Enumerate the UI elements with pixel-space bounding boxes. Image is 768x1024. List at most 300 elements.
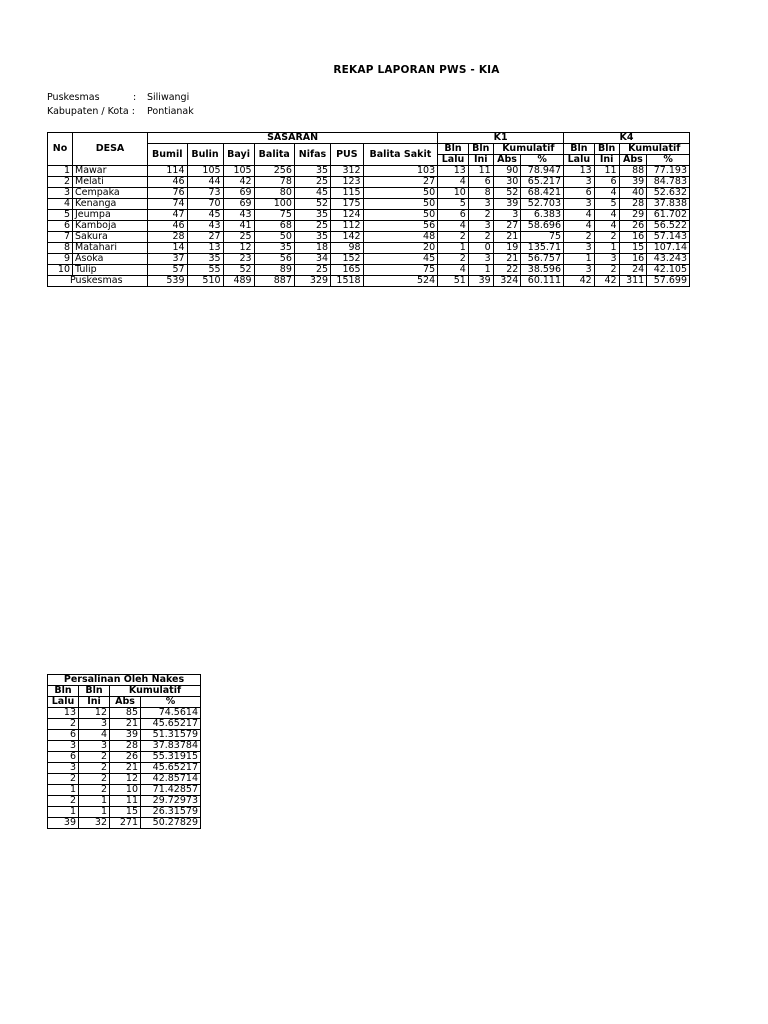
total-cell: 60.111 — [521, 276, 564, 287]
table-cell: 89 — [254, 265, 294, 276]
table-cell: 27 — [493, 221, 521, 232]
table-cell: 10 — [438, 188, 469, 199]
pws-kia-table-body — [48, 166, 690, 287]
table-row — [48, 730, 201, 741]
table-cell: 4 — [79, 730, 110, 741]
table-cell: 1 — [438, 243, 469, 254]
table-cell: 165 — [331, 265, 364, 276]
table-cell: 52 — [223, 265, 254, 276]
table-cell: 23 — [223, 254, 254, 265]
table-cell: 50.27829 — [141, 818, 201, 829]
table-cell: 1 — [48, 166, 73, 177]
table-cell: 4 — [438, 177, 469, 188]
table-cell: 35 — [294, 166, 330, 177]
table-cell: 2 — [48, 719, 79, 730]
table-cell: 50 — [363, 188, 438, 199]
table-cell: 18 — [294, 243, 330, 254]
table-cell: 2 — [48, 774, 79, 785]
table-cell: 57.143 — [647, 232, 690, 243]
total-cell: 39 — [468, 276, 493, 287]
table-cell: 3 — [468, 199, 493, 210]
table-cell: 26 — [619, 221, 647, 232]
table-cell: 29 — [619, 210, 647, 221]
col-balita: Balita — [254, 144, 294, 166]
table-cell: 4 — [594, 221, 619, 232]
table-cell: 20 — [363, 243, 438, 254]
table-cell: 51.31579 — [141, 730, 201, 741]
table-cell: 19 — [493, 243, 521, 254]
table-cell: 16 — [619, 254, 647, 265]
table-cell: Matahari — [73, 243, 148, 254]
table-cell: 11 — [594, 166, 619, 177]
persalinan-title: Persalinan Oleh Nakes — [48, 675, 201, 686]
table-cell: 45 — [294, 188, 330, 199]
table-cell: 256 — [254, 166, 294, 177]
table-cell: 2 — [79, 763, 110, 774]
table-cell: 3 — [48, 763, 79, 774]
total-cell: 42 — [564, 276, 595, 287]
table-cell: 46 — [148, 177, 188, 188]
pws-kia-table-header — [48, 133, 690, 166]
table-cell: 1 — [594, 243, 619, 254]
total-cell: 524 — [363, 276, 438, 287]
table-row — [48, 752, 201, 763]
table-cell: 84.783 — [647, 177, 690, 188]
table-row — [48, 785, 201, 796]
table-cell: 98 — [331, 243, 364, 254]
table-cell: 4 — [438, 221, 469, 232]
table-row — [48, 796, 201, 807]
table-cell: 71.42857 — [141, 785, 201, 796]
table-cell: 1 — [79, 807, 110, 818]
persalinan-table-header — [48, 675, 201, 708]
table-cell: 3 — [564, 243, 595, 254]
table-cell: 312 — [331, 166, 364, 177]
pws-kia-table — [47, 132, 690, 287]
table-row — [48, 708, 201, 719]
k4-ini: Ini — [594, 155, 619, 166]
table-cell: 75 — [521, 232, 564, 243]
table-cell: 78.947 — [521, 166, 564, 177]
table-row — [48, 221, 690, 232]
table-cell: 7 — [48, 232, 73, 243]
k4-kumulatif: Kumulatif — [619, 144, 689, 155]
col-bulin: Bulin — [187, 144, 223, 166]
table-row — [48, 199, 690, 210]
table-cell: 3 — [48, 188, 73, 199]
table-row — [48, 774, 201, 785]
table-cell: 35 — [254, 243, 294, 254]
table-cell: 12 — [110, 774, 141, 785]
table-row — [48, 763, 201, 774]
table-cell: 28 — [619, 199, 647, 210]
total-cell: 57.699 — [647, 276, 690, 287]
table-cell: Sakura — [73, 232, 148, 243]
table-cell: 56.522 — [647, 221, 690, 232]
table-cell: 4 — [564, 210, 595, 221]
table-row — [48, 818, 201, 829]
table-cell: 3 — [48, 741, 79, 752]
table-cell: 9 — [48, 254, 73, 265]
table-cell: 12 — [79, 708, 110, 719]
group-k4: K4 — [564, 133, 690, 144]
table-cell: 26.31579 — [141, 807, 201, 818]
col-bumil: Bumil — [148, 144, 188, 166]
table-row — [48, 166, 690, 177]
total-cell: 1518 — [331, 276, 364, 287]
total-cell: 51 — [438, 276, 469, 287]
table-cell: Tulip — [73, 265, 148, 276]
table-cell: 6 — [48, 730, 79, 741]
table-cell: 123 — [331, 177, 364, 188]
total-cell: 539 — [148, 276, 188, 287]
k4-bln-ini-top: Bln — [594, 144, 619, 155]
table-cell: 3 — [493, 210, 521, 221]
table-cell: 56.757 — [521, 254, 564, 265]
table-cell: 2 — [438, 254, 469, 265]
kabupaten-label: Kabupaten / Kota : — [47, 106, 135, 117]
persalinan-table-body — [48, 708, 201, 829]
table-cell: 45.65217 — [141, 719, 201, 730]
table-cell: 1 — [564, 254, 595, 265]
table-cell: 2 — [48, 796, 79, 807]
table-cell: 11 — [468, 166, 493, 177]
table-cell: 3 — [594, 254, 619, 265]
k4-pct: % — [647, 155, 690, 166]
table-row — [48, 210, 690, 221]
table-cell: 135.71 — [521, 243, 564, 254]
table-cell: Asoka — [73, 254, 148, 265]
k1-ini: Ini — [468, 155, 493, 166]
col-balita-sakit: Balita Sakit — [363, 144, 438, 166]
table-row — [48, 807, 201, 818]
persalinan-table — [47, 674, 201, 829]
puskesmas-sep: : — [133, 92, 137, 103]
table-cell: 76 — [148, 188, 188, 199]
table-cell: 11 — [110, 796, 141, 807]
table-cell: 10 — [110, 785, 141, 796]
table-cell: 37.838 — [647, 199, 690, 210]
table-cell: 6 — [594, 177, 619, 188]
table-cell: 50 — [363, 210, 438, 221]
table-cell: Mawar — [73, 166, 148, 177]
table-cell: 44 — [187, 177, 223, 188]
k1-bln-ini-top: Bln — [468, 144, 493, 155]
table-cell: 74.5614 — [141, 708, 201, 719]
persalinan-pct: % — [141, 697, 201, 708]
table-cell: 1 — [468, 265, 493, 276]
table-cell: 37.83784 — [141, 741, 201, 752]
table-cell: 100 — [254, 199, 294, 210]
persalinan-bln-lalu-top: Bln — [48, 686, 79, 697]
table-cell: 61.702 — [647, 210, 690, 221]
table-cell: 75 — [254, 210, 294, 221]
table-cell: 3 — [79, 741, 110, 752]
total-cell: 42 — [594, 276, 619, 287]
table-cell: 70 — [187, 199, 223, 210]
table-cell: 28 — [148, 232, 188, 243]
table-row — [48, 265, 690, 276]
table-cell: 24 — [619, 265, 647, 276]
table-cell: 105 — [187, 166, 223, 177]
puskesmas-value: Siliwangi — [147, 92, 190, 103]
col-bayi: Bayi — [223, 144, 254, 166]
table-cell: 69 — [223, 188, 254, 199]
table-cell: 112 — [331, 221, 364, 232]
table-cell: 85 — [110, 708, 141, 719]
k1-pct: % — [521, 155, 564, 166]
table-cell: 5 — [438, 199, 469, 210]
table-cell: 68 — [254, 221, 294, 232]
table-cell: 45 — [187, 210, 223, 221]
table-cell: 1 — [79, 796, 110, 807]
table-cell: 15 — [619, 243, 647, 254]
table-cell: 3 — [468, 221, 493, 232]
table-cell: 45 — [363, 254, 438, 265]
table-cell: Cempaka — [73, 188, 148, 199]
page-title: REKAP LAPORAN PWS - KIA — [333, 64, 500, 76]
table-cell: 15 — [110, 807, 141, 818]
table-cell: 25 — [223, 232, 254, 243]
table-cell: 6 — [438, 210, 469, 221]
table-cell: 56 — [363, 221, 438, 232]
table-cell: 175 — [331, 199, 364, 210]
group-k1: K1 — [438, 133, 564, 144]
table-cell: 3 — [564, 177, 595, 188]
table-row — [48, 719, 201, 730]
table-cell: 74 — [148, 199, 188, 210]
col-desa: DESA — [73, 133, 148, 166]
table-cell: 75 — [363, 265, 438, 276]
table-cell: 26 — [110, 752, 141, 763]
table-cell: 21 — [110, 719, 141, 730]
table-row — [48, 254, 690, 265]
k1-lalu: Lalu — [438, 155, 469, 166]
table-cell: 6.383 — [521, 210, 564, 221]
k1-abs: Abs — [493, 155, 521, 166]
table-cell: 2 — [594, 232, 619, 243]
k4-bln-lalu-top: Bln — [564, 144, 595, 155]
persalinan-abs: Abs — [110, 697, 141, 708]
table-cell: 1 — [48, 785, 79, 796]
table-cell: 6 — [48, 221, 73, 232]
table-cell: 39 — [48, 818, 79, 829]
table-cell: 40 — [619, 188, 647, 199]
col-pus: PUS — [331, 144, 364, 166]
table-row — [48, 232, 690, 243]
table-cell: 16 — [619, 232, 647, 243]
table-cell: 21 — [110, 763, 141, 774]
table-cell: 2 — [48, 177, 73, 188]
table-cell: 3 — [79, 719, 110, 730]
table-cell: 124 — [331, 210, 364, 221]
table-cell: Jeumpa — [73, 210, 148, 221]
table-cell: 29.72973 — [141, 796, 201, 807]
table-cell: Kamboja — [73, 221, 148, 232]
table-cell: 50 — [254, 232, 294, 243]
table-cell: 4 — [438, 265, 469, 276]
table-cell: 2 — [438, 232, 469, 243]
table-cell: 80 — [254, 188, 294, 199]
table-cell: 2 — [79, 785, 110, 796]
total-cell: 324 — [493, 276, 521, 287]
table-cell: 4 — [594, 210, 619, 221]
k1-bln-lalu-top: Bln — [438, 144, 469, 155]
table-cell: 35 — [294, 210, 330, 221]
group-sasaran: SASARAN — [148, 133, 438, 144]
table-cell: 25 — [294, 265, 330, 276]
table-cell: 41 — [223, 221, 254, 232]
table-cell: 58.696 — [521, 221, 564, 232]
table-cell: 48 — [363, 232, 438, 243]
table-cell: 6 — [48, 752, 79, 763]
table-cell: 25 — [294, 177, 330, 188]
table-cell: 52.703 — [521, 199, 564, 210]
total-cell: 311 — [619, 276, 647, 287]
kabupaten-value: Pontianak — [147, 106, 194, 117]
table-cell: 5 — [594, 199, 619, 210]
table-cell: 35 — [187, 254, 223, 265]
table-cell: 25 — [294, 221, 330, 232]
table-cell: 114 — [148, 166, 188, 177]
col-no: No — [48, 133, 73, 166]
table-cell: 4 — [564, 221, 595, 232]
persalinan-lalu: Lalu — [48, 697, 79, 708]
table-cell: 4 — [48, 199, 73, 210]
table-row — [48, 243, 690, 254]
table-cell: 13 — [564, 166, 595, 177]
table-cell: 69 — [223, 199, 254, 210]
table-cell: 3 — [468, 254, 493, 265]
kabupaten-info — [47, 106, 194, 117]
table-cell: 2 — [594, 265, 619, 276]
table-cell: 43.243 — [647, 254, 690, 265]
total-cell: 887 — [254, 276, 294, 287]
table-cell: 46 — [148, 221, 188, 232]
table-cell: 115 — [331, 188, 364, 199]
table-cell: 3 — [564, 199, 595, 210]
table-cell: 78 — [254, 177, 294, 188]
table-cell: 42 — [223, 177, 254, 188]
persalinan-ini: Ini — [79, 697, 110, 708]
table-cell: 55.31915 — [141, 752, 201, 763]
table-cell: 27 — [363, 177, 438, 188]
total-cell: Puskesmas — [48, 276, 148, 287]
table-cell: 39 — [493, 199, 521, 210]
table-cell: 2 — [79, 774, 110, 785]
table-cell: 88 — [619, 166, 647, 177]
table-cell: 35 — [294, 232, 330, 243]
table-cell: Melati — [73, 177, 148, 188]
table-cell: 2 — [468, 210, 493, 221]
table-cell: 8 — [468, 188, 493, 199]
total-row — [48, 276, 690, 287]
table-cell: 34 — [294, 254, 330, 265]
table-cell: 5 — [48, 210, 73, 221]
puskesmas-info — [47, 92, 189, 103]
table-cell: 21 — [493, 254, 521, 265]
table-cell: 30 — [493, 177, 521, 188]
table-cell: 271 — [110, 818, 141, 829]
table-row — [48, 177, 690, 188]
table-cell: 6 — [564, 188, 595, 199]
table-cell: 55 — [187, 265, 223, 276]
table-cell: 1 — [48, 807, 79, 818]
total-cell: 329 — [294, 276, 330, 287]
table-cell: 52 — [493, 188, 521, 199]
table-cell: 43 — [223, 210, 254, 221]
table-cell: 142 — [331, 232, 364, 243]
col-nifas: Nifas — [294, 144, 330, 166]
puskesmas-label: Puskesmas — [47, 92, 100, 103]
table-cell: 90 — [493, 166, 521, 177]
table-cell: 10 — [48, 265, 73, 276]
table-cell: 68.421 — [521, 188, 564, 199]
persalinan-bln-ini-top: Bln — [79, 686, 110, 697]
table-cell: 43 — [187, 221, 223, 232]
table-cell: 47 — [148, 210, 188, 221]
table-cell: 56 — [254, 254, 294, 265]
table-row — [48, 741, 201, 752]
table-cell: 52 — [294, 199, 330, 210]
table-cell: 103 — [363, 166, 438, 177]
table-cell: 14 — [148, 243, 188, 254]
table-cell: 13 — [187, 243, 223, 254]
table-cell: 8 — [48, 243, 73, 254]
table-cell: 65.217 — [521, 177, 564, 188]
total-cell: 489 — [223, 276, 254, 287]
table-cell: 2 — [564, 232, 595, 243]
table-cell: 32 — [79, 818, 110, 829]
table-cell: 4 — [594, 188, 619, 199]
table-cell: 77.193 — [647, 166, 690, 177]
table-cell: 42.105 — [647, 265, 690, 276]
table-cell: 39 — [619, 177, 647, 188]
k4-lalu: Lalu — [564, 155, 595, 166]
table-cell: 2 — [79, 752, 110, 763]
table-cell: 27 — [187, 232, 223, 243]
table-cell: 73 — [187, 188, 223, 199]
table-cell: 50 — [363, 199, 438, 210]
table-row — [48, 188, 690, 199]
table-cell: 52.632 — [647, 188, 690, 199]
table-cell: 152 — [331, 254, 364, 265]
table-cell: 13 — [438, 166, 469, 177]
table-cell: 38.596 — [521, 265, 564, 276]
table-cell: 3 — [564, 265, 595, 276]
table-cell: 2 — [468, 232, 493, 243]
table-cell: 57 — [148, 265, 188, 276]
persalinan-kumulatif: Kumulatif — [110, 686, 201, 697]
table-cell: 13 — [48, 708, 79, 719]
total-cell: 510 — [187, 276, 223, 287]
table-cell: 0 — [468, 243, 493, 254]
table-cell: 28 — [110, 741, 141, 752]
table-cell: 39 — [110, 730, 141, 741]
table-cell: 12 — [223, 243, 254, 254]
k1-kumulatif: Kumulatif — [493, 144, 563, 155]
table-cell: 22 — [493, 265, 521, 276]
table-cell: 107.14 — [647, 243, 690, 254]
table-cell: 105 — [223, 166, 254, 177]
table-cell: 21 — [493, 232, 521, 243]
table-cell: 6 — [468, 177, 493, 188]
table-cell: 45.65217 — [141, 763, 201, 774]
table-cell: 42.85714 — [141, 774, 201, 785]
k4-abs: Abs — [619, 155, 647, 166]
table-cell: 37 — [148, 254, 188, 265]
table-cell: Kenanga — [73, 199, 148, 210]
